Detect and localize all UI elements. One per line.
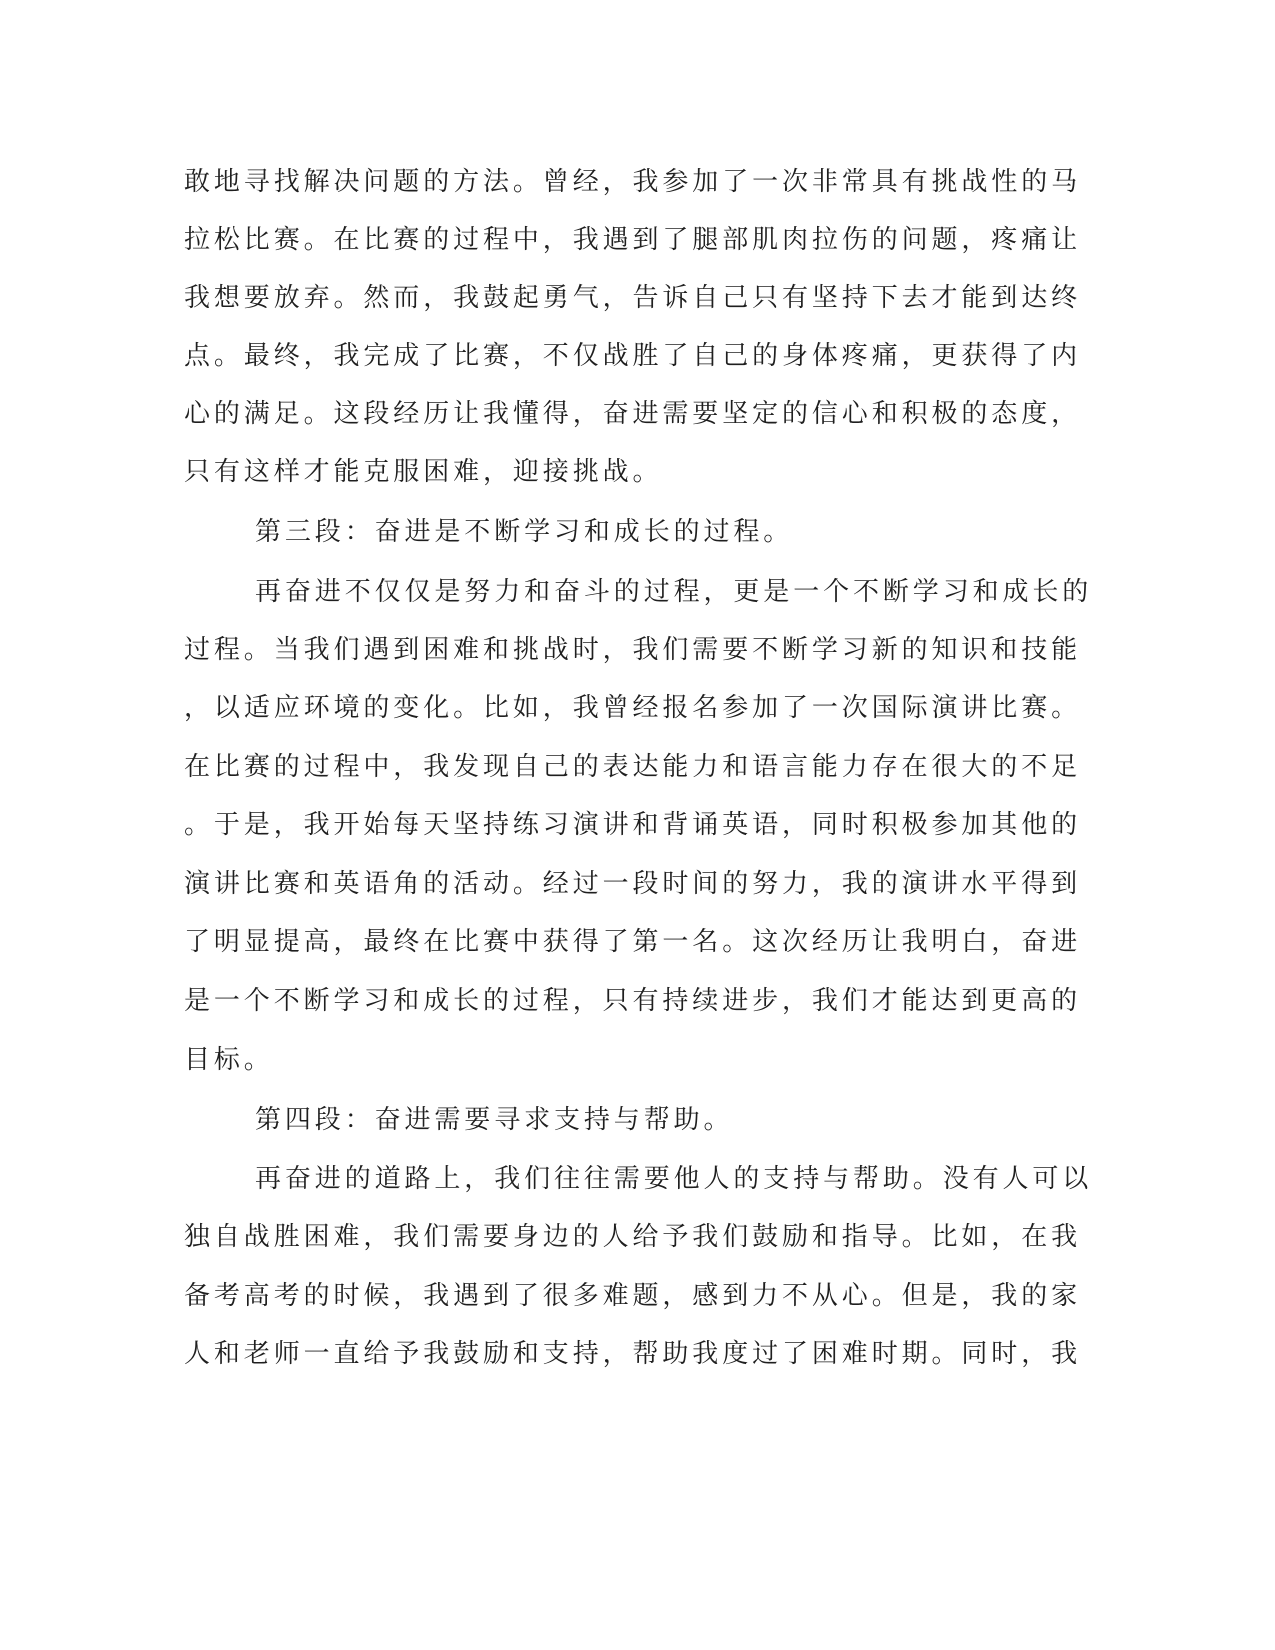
- text-line: 过程。当我们遇到困难和挑战时，我们需要不断学习新的知识和技能: [184, 635, 1082, 665]
- text-line: 演讲比赛和英语角的活动。经过一段时间的努力，我的演讲水平得到: [184, 869, 1082, 899]
- text-line: 目标。: [184, 1045, 274, 1075]
- text-line: 我想要放弃。然而，我鼓起勇气，告诉自己只有坚持下去才能到达终: [184, 283, 1082, 313]
- text-line: 在比赛的过程中，我发现自己的表达能力和语言能力存在很大的不足: [184, 752, 1082, 782]
- text-line: 点。最终，我完成了比赛，不仅战胜了自己的身体疼痛，更获得了内: [184, 341, 1082, 371]
- paragraph-first-line: 再奋进不仅仅是努力和奋斗的过程，更是一个不断学习和成长的: [255, 577, 1093, 607]
- text-line: 是一个不断学习和成长的过程，只有持续进步，我们才能达到更高的: [184, 986, 1082, 1016]
- text-line: 人和老师一直给予我鼓励和支持，帮助我度过了困难时期。同时，我: [184, 1339, 1082, 1369]
- text-line: 心的满足。这段经历让我懂得，奋进需要坚定的信心和积极的态度，: [184, 399, 1082, 429]
- section-heading-4: 第四段：奋进需要寻求支持与帮助。: [255, 1105, 734, 1135]
- text-line: 只有这样才能克服困难，迎接挑战。: [184, 457, 663, 487]
- section-heading-3: 第三段：奋进是不断学习和成长的过程。: [255, 517, 794, 547]
- text-line: 了明显提高，最终在比赛中获得了第一名。这次经历让我明白，奋进: [184, 927, 1082, 957]
- text-line: 独自战胜困难，我们需要身边的人给予我们鼓励和指导。比如，在我: [184, 1222, 1082, 1252]
- text-line: ，以适应环境的变化。比如，我曾经报名参加了一次国际演讲比赛。: [184, 693, 1082, 723]
- paragraph-first-line: 再奋进的道路上，我们往往需要他人的支持与帮助。没有人可以: [255, 1164, 1093, 1194]
- text-line: 拉松比赛。在比赛的过程中，我遇到了腿部肌肉拉伤的问题，疼痛让: [184, 225, 1082, 255]
- text-line: 敢地寻找解决问题的方法。曾经，我参加了一次非常具有挑战性的马: [184, 167, 1082, 197]
- text-line: 。于是，我开始每天坚持练习演讲和背诵英语，同时积极参加其他的: [184, 810, 1082, 840]
- text-line: 备考高考的时候，我遇到了很多难题，感到力不从心。但是，我的家: [184, 1281, 1082, 1311]
